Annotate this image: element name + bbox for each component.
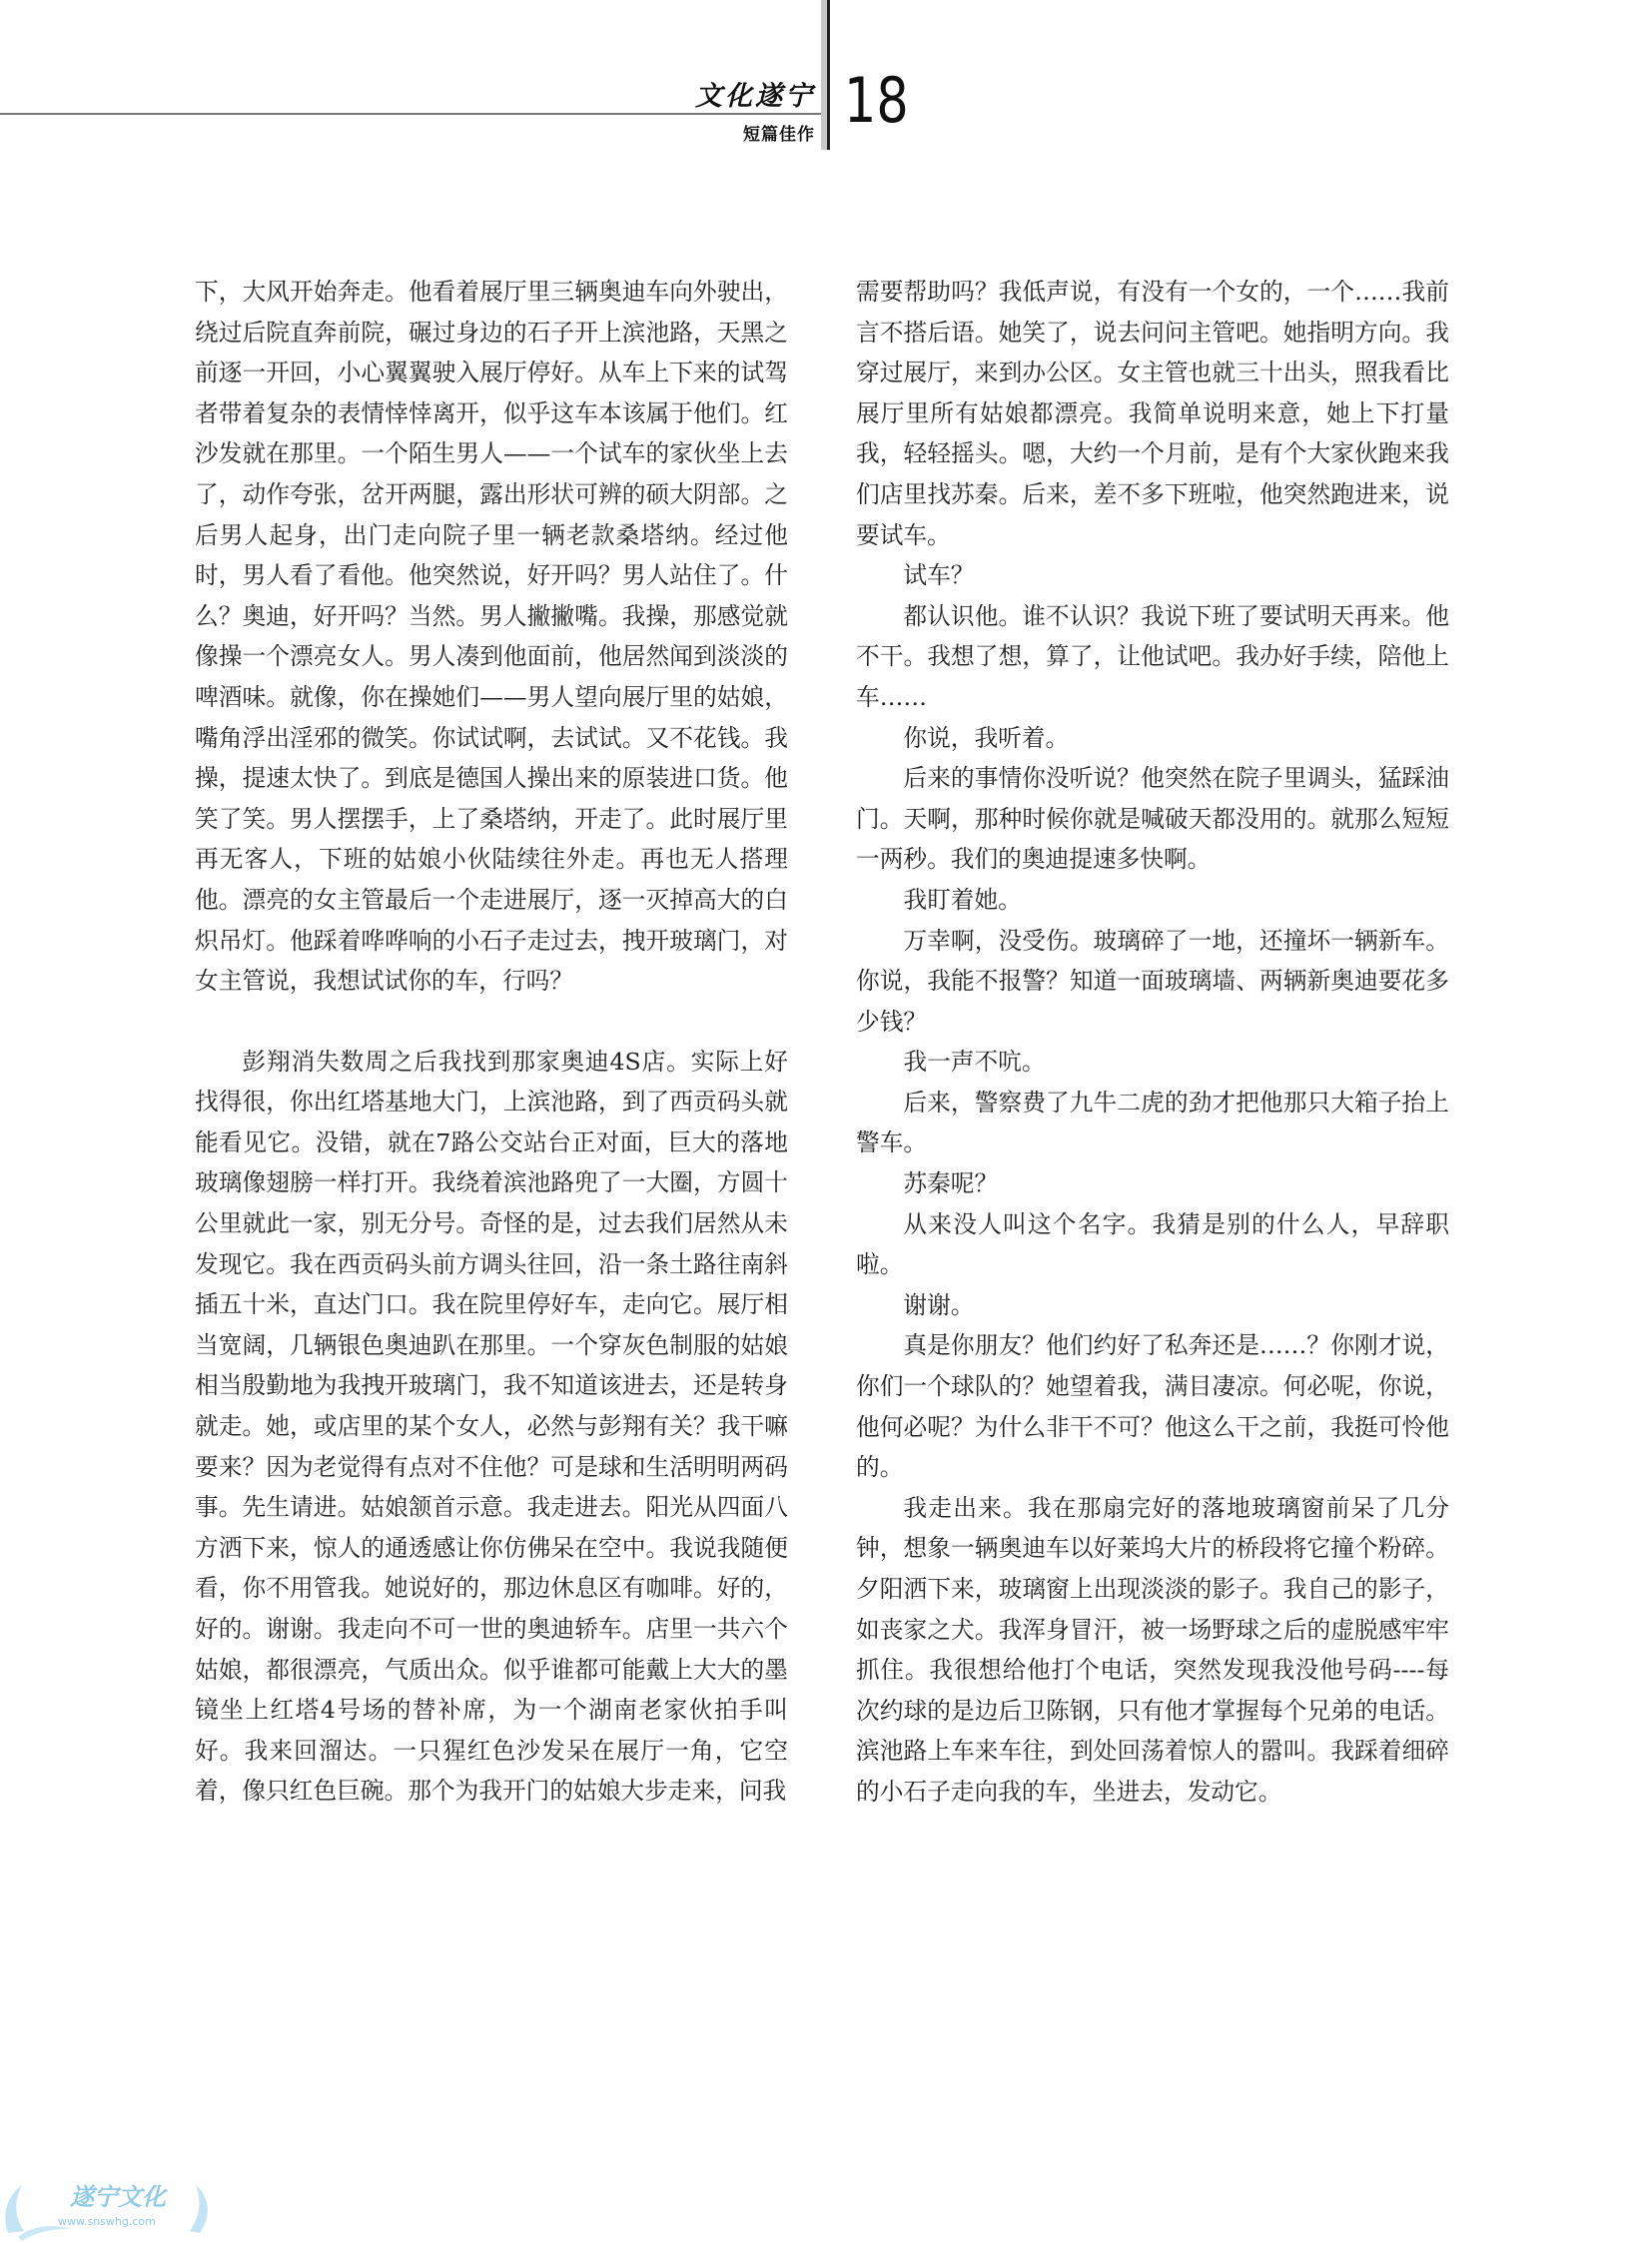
paragraph: 从来没人叫这个名字。我猜是别的什么人，早辞职啦。 [856, 1209, 1449, 1279]
section-subtitle: 短篇佳作 [743, 125, 815, 145]
paragraph: 你说，我听着。 [903, 723, 1070, 752]
paragraph: 试车？ [903, 561, 975, 590]
page-number: 18 [844, 64, 909, 137]
paragraph: 谢谢。 [903, 1290, 975, 1319]
paragraph: 我走出来。我在那扇完好的落地玻璃窗前呆了几分钟，想象一辆奥迪车以好莱坞大片的桥段将它撞个粉碎。夕阳洒下来，玻璃窗上出现淡淡的影子。我自己的影子，如丧家之犬。我浑身冒汗，被一场野球之后的虚脱感牢牢抓住。我很想给他打个电话，突然发现我没他号码----每次约球的是边后卫陈钢，只有他才掌握每个兄弟的电话。滨池路上车来车往，到处回荡着惊人的嚣叫。我踩着细碎的小石子走向我的车，坐进去，发动它。 [856, 1493, 1449, 1806]
left-column [195, 272, 788, 1812]
paragraph: 彭翔消失数周之后我找到那家奥迪4S店。实际上好找得很，你出红塔基地大门，上滨池路，到了西贡码头就能看见它。没错，就在7路公交站台正对面，巨大的落地玻璃像翅膀一样打开。我绕着滨池路兜了一大圈，方圆十公里就此一家，别无分号。奇怪的是，过去我们居然从未发现它。我在西贡码头前方调头往回，沿一条土路往南斜插五十米，直达门口。我在院里停好车，走向它。展厅相当宽阔，几辆银色奥迪趴在那里。一个穿灰色制服的姑娘相当殷勤地为我拽开玻璃门，我不知道该进去，还是转身就走。她，或店里的某个女人，必然与彭翔有关？我干嘛要来？因为老觉得有点对不住他？可是球和生活明明两码事。先生请进。姑娘颔首示意。我走进去。阳光从四面八方洒下来，惊人的通透感让你仿佛呆在空中。我说我随便看，你不用管我。她说好的，那边休息区有咖啡。好的，好的。谢谢。我走向不可一世的奥迪轿车。店里一共六个姑娘，都很漂亮，气质出众。似乎谁都可能戴上大大的墨镜坐上红塔4号场的替补席，为一个湖南老家伙拍手叫好。我来回溜达。一只猩红色沙发呆在展厅一角，它空着，像只红色巨碗。那个为我开门的姑娘大步走来，问我 [195, 1047, 788, 1806]
paragraph: 下，大风开始奔走。他看着展厅里三辆奥迪车向外驶出，绕过后院直奔前院，碾过身边的石子开上滨池路，天黑之前逐一开回，小心翼翼驶入展厅停好。从车上下来的试驾者带着复杂的表情悻悻离开，似乎这车本该属于他们。红沙发就在那里。一个陌生男人——一个试车的家伙坐上去了，动作夸张，岔开两腿，露出形状可辨的硕大阴部。之后男人起身，出门走向院子里一辆老款桑塔纳。经过他时，男人看了看他。他突然说，好开吗？男人站住了。什么？奥迪，好开吗？当然。男人撇撇嘴。我操，那感觉就像操一个漂亮女人。男人凑到他面前，他居然闻到淡淡的啤酒味。就像，你在操她们——男人望向展厅里的姑娘，嘴角浮出淫邪的微笑。你试试啊，去试试。又不花钱。我操，提速太快了。到底是德国人操出来的原装进口货。他笑了笑。男人摆摆手，上了桑塔纳，开走了。此时展厅里再无客人，下班的姑娘小伙陆续往外走。再也无人搭理他。漂亮的女主管最后一个走进展厅，逐一灭掉高大的白炽吊灯。他踩着哗哗响的小石子走过去，拽开玻璃门，对女主管说，我想试试你的车，行吗？ [195, 278, 788, 996]
section-title: 文化遂宁 [695, 81, 815, 112]
right-column [856, 272, 1449, 1813]
paragraph: 万幸啊，没受伤。玻璃碎了一地，还撞坏一辆新车。你说，我能不报警？知道一面玻璃墙、两辆新奥迪要花多少钱？ [856, 926, 1449, 1036]
watermark-name: 遂宁文化 [70, 2183, 166, 2211]
header-rule [0, 113, 821, 115]
paragraph: 都认识他。谁不认识？我说下班了要试明天再来。他不干。我想了想，算了，让他试吧。我办好手续，陪他上车…… [856, 601, 1449, 711]
header-bar-dark [827, 0, 830, 150]
paragraph: 后来的事情你没听说？他突然在院子里调头，猛踩油门。天啊，那种时候你就是喊破天都没用的。就那么短短一两秒。我们的奥迪提速多快啊。 [856, 764, 1449, 874]
paragraph: 真是你朋友？他们约好了私奔还是……？你刚才说，你们一个球队的？她望着我，满目凄凉。何必呢，你说，他何必呢？为什么非干不可？他这么干之前，我挺可怜他的。 [856, 1331, 1449, 1482]
section-break [195, 1002, 788, 1042]
paragraph: 我一声不吭。 [903, 1048, 1046, 1077]
paragraph: 苏秦呢？ [903, 1169, 999, 1198]
paragraph: 我盯着她。 [903, 885, 1022, 914]
watermark-url: www.snswhg.com [58, 2215, 156, 2228]
paragraph: 后来，警察费了九牛二虎的劲才把他那只大箱子抬上警车。 [856, 1088, 1449, 1157]
paragraph: 需要帮助吗？我低声说，有没有一个女的，一个……我前言不搭后语。她笑了，说去问问主管吧。她指明方向。我穿过展厅，来到办公区。女主管也就三十出头，照我看比展厅里所有姑娘都漂亮。我简单说明来意，她上下打量我，轻轻摇头。嗯，大约一个月前，是有个大家伙跑来我们店里找苏秦。后来，差不多下班啦，他突然跑进来，说要试车。 [856, 278, 1449, 549]
